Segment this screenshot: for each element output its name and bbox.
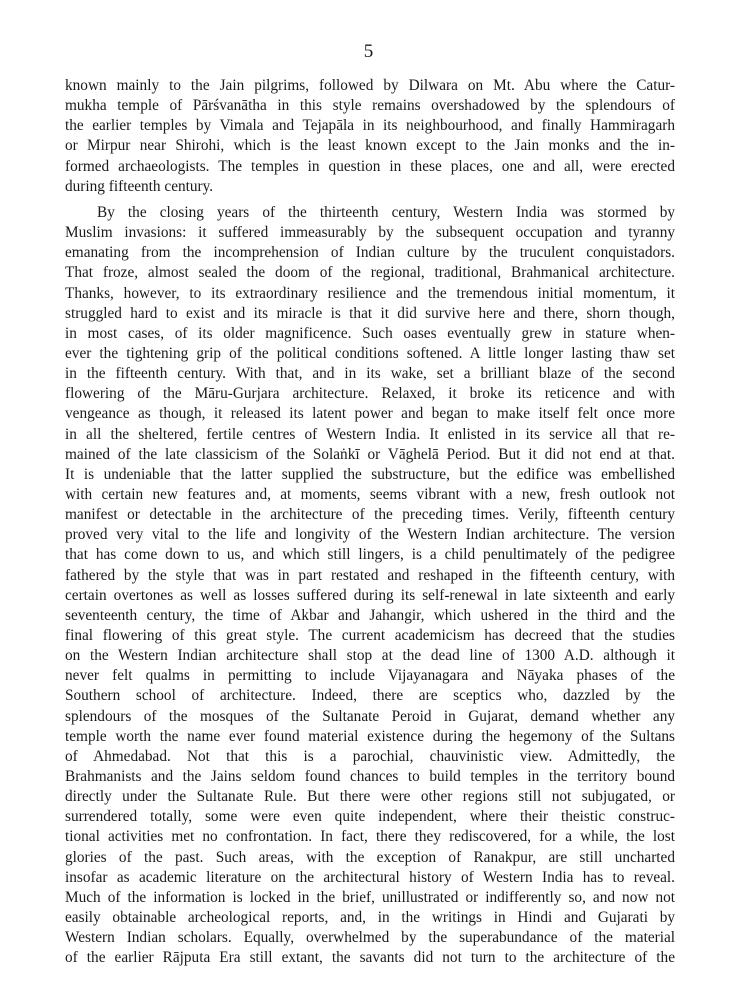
- text-line: of the earlier Rājputa Era still extant, the savants did not turn to the architecture of the: [65, 949, 675, 967]
- text-line: in the fifteenth century. With that, and in its wake, set a brilliant blaze of the second: [65, 365, 675, 383]
- text-line: vengeance as though, it released its latent power and began to make itself felt once more: [65, 405, 675, 423]
- text-line: that has come down to us, and which still lingers, is a child penultimately of the pedigree: [65, 546, 675, 564]
- text-line: the earlier temples by Vimala and Tejapāla in its neighbourhood, and finally Hammiragarh: [65, 117, 675, 135]
- text-line: emanating from the incomprehension of Indian culture by the truculent conquistadors.: [65, 244, 675, 262]
- text-line: Much of the information is locked in the brief, unillustrated or indifferently so, and now not: [65, 888, 675, 906]
- text-line: mukha temple of Pārśvanātha in this style remains overshadowed by the splendours of: [65, 97, 675, 115]
- text-line: flowering of the Māru-Gurjara architecture. Relaxed, it broke its reticence and with: [65, 385, 675, 403]
- text-line: mained of the late classicism of the Solaṅkī or Vāghelā Period. But it did not end at that.: [65, 445, 675, 463]
- text-line: insofar as academic literature on the architectural history of Western India has to reveal.: [65, 868, 675, 886]
- text-line: manifest or detectable in the architecture of the preceding times. Verily, fifteenth century: [65, 506, 675, 524]
- text-line: fathered by the style that was in part restated and reshaped in the fifteenth century, with: [65, 566, 675, 584]
- text-line: Muslim invasions: it suffered immeasurably by the subsequent occupation and tyranny: [65, 224, 675, 242]
- text-line: certain overtones as well as losses suffered during its self-renewal in late sixteenth and early: [65, 586, 675, 604]
- text-line: tional activities met no confrontation. In fact, there they rediscovered, for a while, the lost: [65, 828, 675, 846]
- text-line: in most cases, of its older magnificence. Such oases eventually grew in stature when-: [65, 324, 675, 342]
- page-number: 5: [363, 41, 374, 62]
- text-line: Brahmanists and the Jains seldom found chances to build temples in the territory bound: [65, 767, 675, 785]
- text-line: with certain new features and, at moments, seems vibrant with a new, fresh outlook not: [65, 485, 675, 503]
- text-line: surrendered totally, some were even quite independent, where their theistic construc-: [65, 808, 675, 826]
- text-line: formed archaeologists. The temples in question in these places, one and all, were erected: [65, 157, 675, 175]
- text-line: temple worth the name ever found material existence during the hegemony of the Sultans: [65, 727, 675, 745]
- text-line: ever the tightening grip of the political conditions softened. A little longer lasting thaw set: [65, 344, 675, 362]
- text-line: proved very vital to the life and longivity of the Western Indian architecture. The version: [65, 526, 675, 544]
- text-line: seventeenth century, the time of Akbar and Jahangir, which ushered in the third and the: [65, 606, 675, 624]
- text-line: easily obtainable archeological reports, and, in the writings in Hindi and Gujarati by: [65, 908, 675, 926]
- text-line: on the Western Indian architecture shall stop at the dead line of 1300 A.D. although it: [65, 647, 675, 665]
- text-line: of Ahmedabad. Not that this is a parochial, chauvinistic view. Admittedly, the: [65, 747, 675, 765]
- text-line: That froze, almost sealed the doom of the regional, traditional, Brahmanical architecture.: [65, 264, 675, 282]
- text-line: final flowering of this great style. The current academicism has decreed that the studies: [65, 626, 675, 644]
- paragraph-1: [65, 76, 675, 197]
- text-line: never felt qualms in permitting to include Vijayanagara and Nāyaka phases of the: [65, 667, 675, 685]
- text-line: It is undeniable that the latter supplied the substructure, but the edifice was embellished: [65, 465, 675, 483]
- text-line: Western Indian scholars. Equally, overwhelmed by the superabundance of the material: [65, 929, 675, 947]
- text-line: directly under the Sultanate Rule. But there were other regions still not subjugated, or: [65, 788, 675, 806]
- text-line: splendours of the mosques of the Sultanate Peroid in Gujarat, demand whether any: [65, 707, 675, 725]
- text-line: By the closing years of the thirteenth century, Western India was stormed by: [97, 204, 675, 221]
- text-line: Southern school of architecture. Indeed, there are sceptics who, dazzled by the: [65, 687, 675, 705]
- paragraph-2: [65, 203, 675, 968]
- text-line: or Mirpur near Shirohi, which is the least known except to the Jain monks and the in-: [65, 137, 675, 155]
- text-line: struggled hard to exist and its miracle is that it did survive here and there, shorn though,: [65, 304, 675, 322]
- text-line: in all the sheltered, fertile centres of Western India. It enlisted in its service all that re-: [65, 425, 675, 443]
- text-line: Thanks, however, to its extraordinary resilience and the tremendous initial momentum, it: [65, 284, 675, 302]
- text-line: known mainly to the Jain pilgrims, followed by Dilwara on Mt. Abu where the Catur-: [65, 77, 675, 94]
- text-line: during fifteenth century.: [65, 177, 214, 195]
- text-line: glories of the past. Such areas, with the exception of Ranakpur, are still uncharted: [65, 848, 675, 866]
